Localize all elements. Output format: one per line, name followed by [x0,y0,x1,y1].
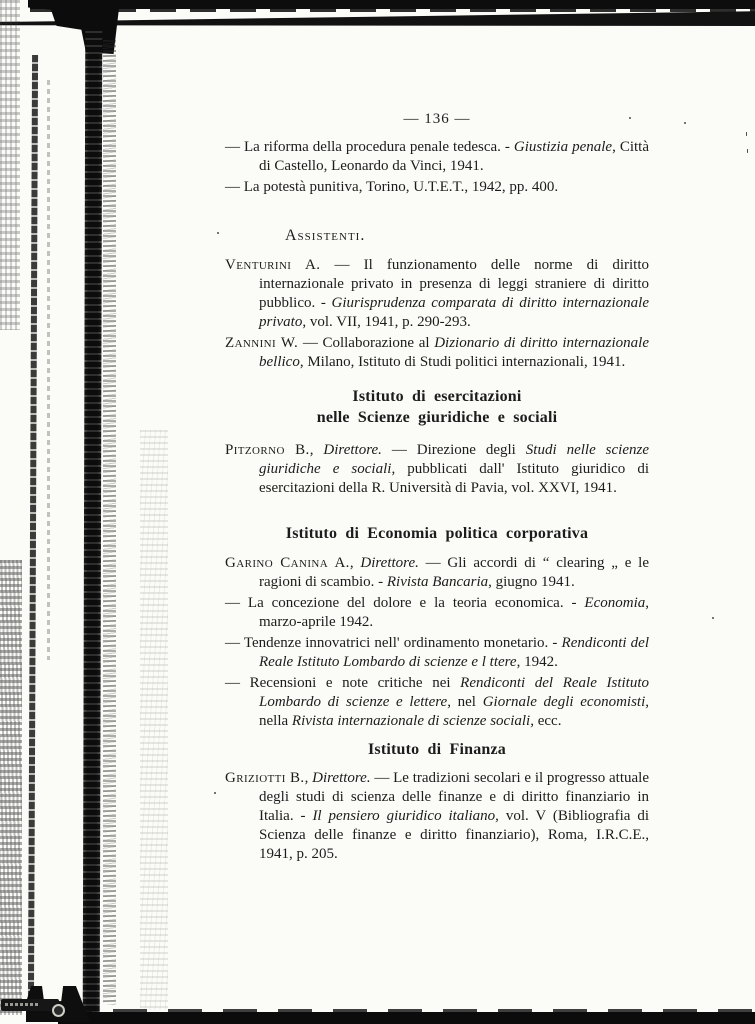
bibliography-entry: — La riforma della procedura penale tedesca. - Giustizia penale, Città di Castello, Leonardo da Vinci, 1941. [225,139,650,174]
scan-punch-hole-ring [52,1004,65,1017]
scan-top-edge-dashes [30,9,755,12]
scan-speck [712,617,714,619]
bibliography-entry: Garino Canina A., Direttore. — Gli accordi di “ clearing „ e le ragioni di scambio. - Rivista Bancaria, giugno 1941. [225,555,650,590]
scan-bottom-left-stamp [1,999,59,1011]
scan-binding-speckle [103,40,116,1005]
bibliography-entry: Venturini A. — Il funzionamento delle norme di diritto internazionale privato in presenza di leggi straniere di diritto pubblico. - Giurisprudenza comparata di diritto internazionale privato, vol. VII, 1941, p. 290-293. [225,257,650,330]
scan-left-edge-speckle-top [0,0,20,330]
scan-top-left-corner-blob [28,0,120,54]
section-heading-assistenti: Assistenti. [285,227,366,244]
scan-margin-speckle [140,430,168,1010]
heading-line: nelle Scienze giuridiche e sociali [316,409,558,426]
page-number: — 136 — [403,111,471,127]
bibliography-entry: — La concezione del dolore e la teoria economica. - Economia, marzo-aprile 1942. [225,595,649,630]
bibliography-entry: Griziotti B., Direttore. — Le tradizioni secolari e il progresso attuale degli studi di scienza delle finanze e di diritto finanziario in Italia. - Il pensiero giuridico italiano, vol. V (Bibliografia di Scienza delle finanze e diritto finanziario), Roma, I.R.C.E., 1941, p. 205. [225,770,650,862]
scan-bottom-edge-bar [58,1012,755,1024]
scan-bottom-left-stamp-text [5,1003,39,1006]
bibliography-entry: — Tendenze innovatrici nell' ordinamento monetario. - Rendiconti del Reale Istituto Lombardo di scienze e l ttere, 1942. [225,635,649,670]
scan-left-edge-speckle-bottom [0,560,22,1015]
scan-binding-line-faint [47,80,50,660]
scan-speck [217,232,219,234]
bibliography-entry: Zannini W. — Collaborazione al Dizionario di diritto internazionale bellico, Milano, Istituto di Studi politici internazionali, 1941. [225,335,649,370]
scan-top-page-crease [0,8,755,26]
scan-speck [746,132,747,136]
bibliography-entry: — Recensioni e note critiche nei Rendiconti del Reale Istituto Lombardo di scienze e lettere, nel Giornale degli economisti, nella Rivista internazionale di scienze sociali, ecc. [225,675,649,729]
scan-speck [214,792,216,794]
section-heading-istituto-esercitazioni [225,386,649,428]
bibliography-entry: Pitzorno B., Direttore. — Direzione degli Studi nelle scienze giuridiche e sociali, pubblicati dall' Istituto giuridico di esercitazioni della R. Università di Pavia, vol. XXVI, 1941. [225,442,649,496]
section-heading-istituto-economia: Istituto di Economia politica corporativa [285,525,589,542]
section-heading-istituto-finanza: Istituto di Finanza [367,741,507,758]
scan-binding-line-thin [28,55,38,1005]
heading-line: Istituto di esercitazioni [352,388,522,405]
scan-speck [747,149,748,153]
scan-bottom-edge-dashes [58,1009,755,1012]
bibliography-entry: — La potestà punitiva, Torino, U.T.E.T., 1942, pp. 400. [225,179,559,195]
scan-binding-shadow-main [83,26,103,1016]
page-text-block [225,105,649,866]
scan-top-edge-bar [30,0,755,9]
scan-bottom-left-blob [26,986,90,1022]
scan-speck [684,122,686,124]
